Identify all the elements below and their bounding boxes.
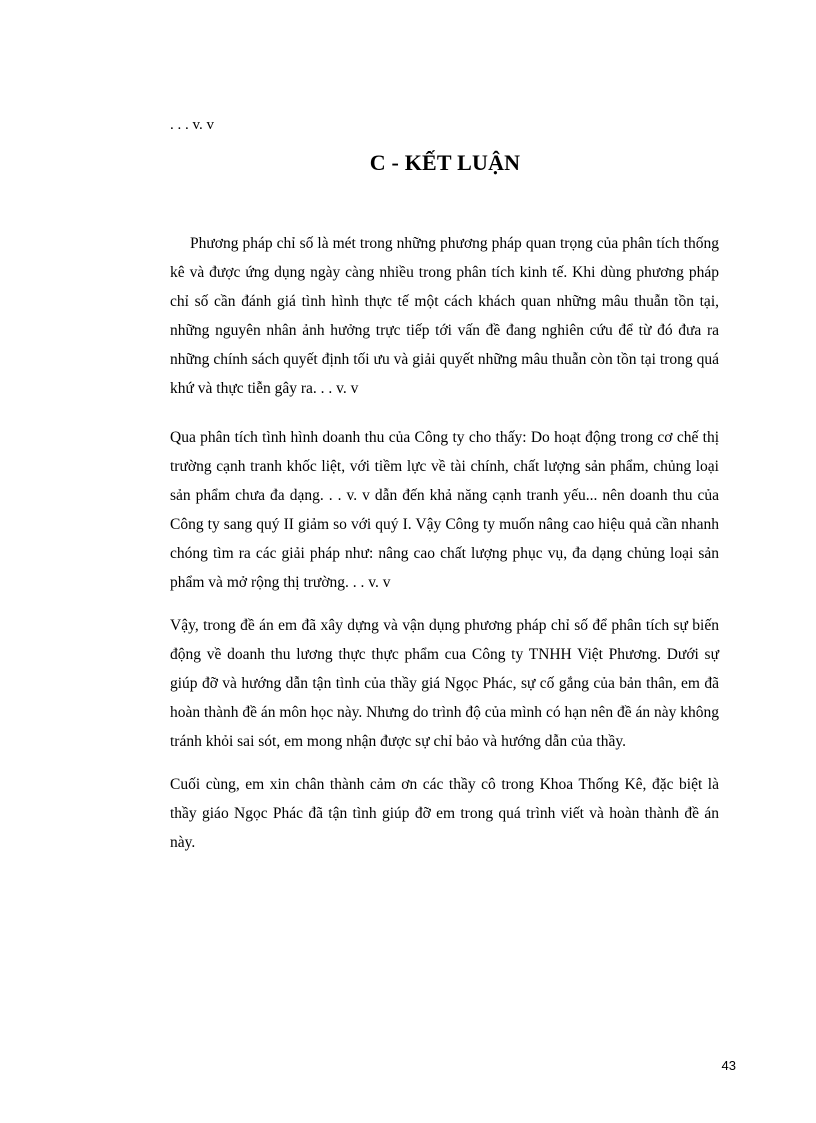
page-number: 43: [721, 1058, 736, 1073]
conclusion-body: [170, 229, 719, 871]
leading-continuation-text: . . . v. v: [170, 117, 215, 133]
paragraph-acknowledgement: Cuối cùng, em xin chân thành cảm ơn các thầy cô trong Khoa Thống Kê, đặc biệt là thầy giáo Ngọc Phác đã tận tình giúp đỡ em trong quá trình viết và hoàn thành đề án này.: [170, 776, 719, 851]
paragraph-revenue-analysis: Qua phân tích tình hình doanh thu của Công ty cho thấy: Do hoạt động trong cơ chế thị trường cạnh tranh khốc liệt, với tiềm lực về tài chính, chất lượng sản phẩm, chủng loại sản phẩm chưa đa dạng. . . v. v dẫn đến khả năng cạnh tranh yếu... nên doanh thu của Công ty sang quý II giảm so với quý I. Vậy Công ty muốn nâng cao hiệu quả cần nhanh chóng tìm ra các giải pháp như: nâng cao chất lượng phục vụ, đa dạng chủng loại sản phẩm và mở rộng thị trường. . . v. v: [170, 429, 719, 591]
paragraph-index-method: Phương pháp chỉ số là mét trong những phương pháp quan trọng của phân tích thống kê và được ứng dụng ngày càng nhiều trong phân tích kinh tế. Khi dùng phương pháp chỉ số cần đánh giá tình hình thực tế một cách khách quan những mâu thuẫn tồn tại, những nguyên nhân ảnh hưởng trực tiếp tới vấn đề đang nghiên cứu để từ đó đưa ra những chính sách quyết định tối ưu và giải quyết những mâu thuẫn còn tồn tại trong quá khứ và thực tiễn gây ra. . . v. v: [170, 235, 719, 397]
paragraph-project-summary: Vậy, trong đề án em đã xây dựng và vận dụng phương pháp chỉ số để phân tích sự biến động về doanh thu lương thực thực phẩm cua Công ty TNHH Việt Phương. Dưới sự giúp đỡ và hướng dẫn tận tình của thầy giá Ngọc Phác, sự cố gắng của bản thân, em đã hoàn thành đề án môn học này. Nhưng do trình độ của mình có hạn nên đề án này không tránh khỏi sai sót, em mong nhận được sự chỉ bảo và hướng dẫn của thầy.: [170, 617, 719, 750]
section-heading: C - KẾT LUẬN: [369, 150, 521, 175]
